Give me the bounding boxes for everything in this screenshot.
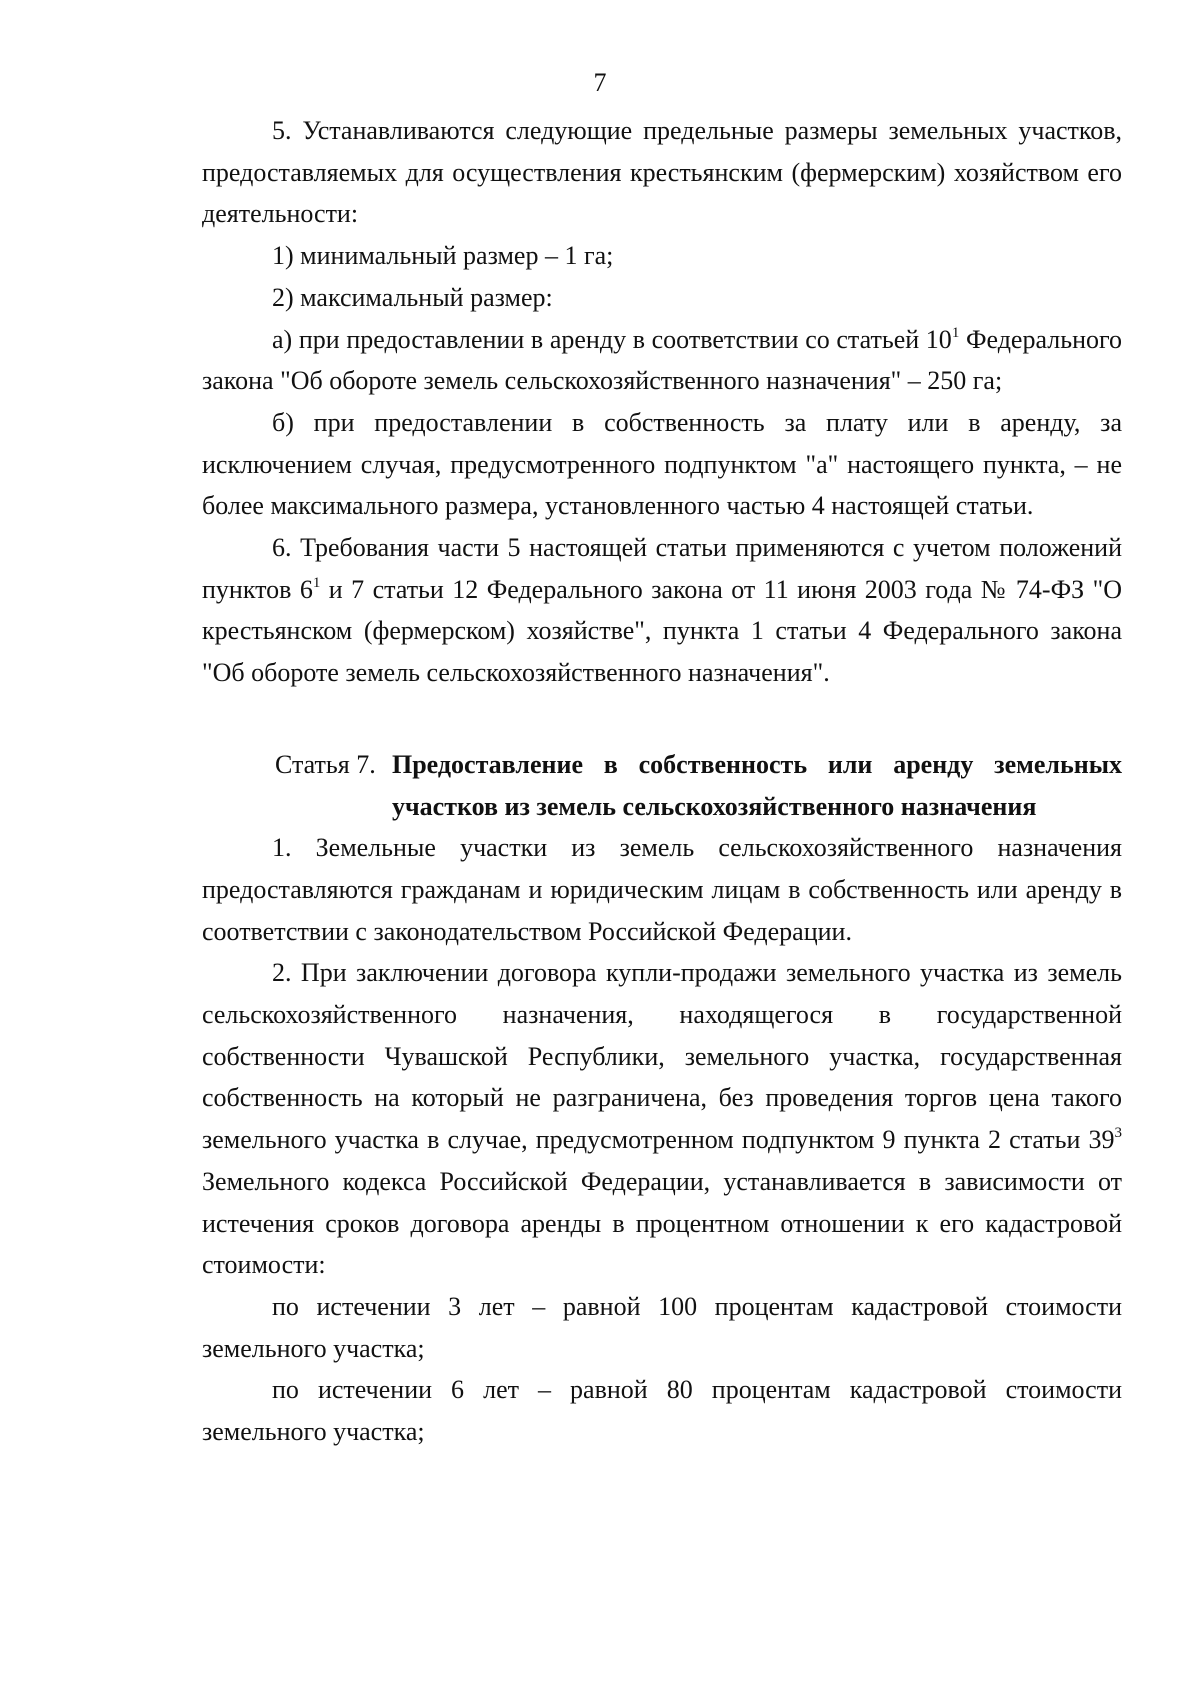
item-a-superscript: 1 (951, 324, 960, 341)
item-a-text-start: а) при предоставлении в аренду в соответствии со статьей 10 (272, 324, 952, 354)
article-paragraph-6-years: по истечении 6 лет – равной 80 процентам кадастровой стоимости земельного участка; (202, 1375, 1122, 1447)
document-body (202, 110, 1122, 1453)
article-p2-text-start: 2. При заключении договора купли-продажи земельного участка из земель сельскохозяйственного назначения, находящегося в государственной собственности Чувашской Республики, земельного участка, государственная собственность на который не разграничена, без проведения торгов цена такого земельного участка в случае, предусмотренном подпунктом 9 пункта 2 статьи 39 (202, 958, 1122, 1155)
page-number: 7 (593, 68, 607, 97)
item-a-text-end: Федерального закона "Об обороте земель сельскохозяйственного назначения" – 250 га; (202, 324, 1123, 396)
article-paragraph-1: 1. Земельные участки из земель сельскохозяйственного назначения предоставляются гражданам и юридическим лицам в собственность или аренду в соответствии с законодательством Российской Федерации. (202, 833, 1122, 946)
list-item-maximum-size: 2) максимальный размер: (272, 282, 553, 312)
article-title: Предоставление в собственность или аренду земельных участков из земель сельскохозяйственного назначения (392, 749, 1122, 821)
part6-text-end: и 7 статьи 12 Федерального закона от 11 июня 2003 года № 74-ФЗ "О крестьянском (фермерском) хозяйстве", пункта 1 статьи 4 Федерального закона "Об обороте земель сельскохозяйственного назначения". (202, 574, 1122, 688)
list-item-a (202, 319, 1122, 402)
part6-superscript: 1 (312, 574, 321, 591)
list-item-b: б) при предоставлении в собственность за плату или в аренду, за исключением случая, предусмотренного подпунктом "а" настоящего пункта, – не более максимального размера, установленного частью 4 настоящей статьи. (202, 407, 1122, 521)
article-paragraph-2 (202, 952, 1122, 1286)
article-p2-text-end: Земельного кодекса Российской Федерации, устанавливается в зависимости от истечения сроков договора аренды в процентном отношении к его кадастровой стоимости: (202, 1166, 1122, 1280)
paragraph-part5-intro: 5. Устанавливаются следующие предельные размеры земельных участков, предоставляемых для осуществления крестьянским (фермерским) хозяйством его деятельности: (202, 116, 1122, 229)
part6-text-start: 6. Требования части 5 настоящей статьи применяются с учетом положений пунктов 6 (202, 533, 1122, 604)
article-paragraph-3-years: по истечении 3 лет – равной 100 процентам кадастровой стоимости земельного участка; (202, 1291, 1122, 1363)
list-item-minimum-size: 1) минимальный размер – 1 га; (272, 241, 614, 271)
article-heading (202, 744, 1122, 827)
paragraph-part6 (202, 527, 1122, 694)
article-p2-superscript: 3 (1114, 1124, 1122, 1141)
article-label: Статья 7. (275, 749, 376, 779)
